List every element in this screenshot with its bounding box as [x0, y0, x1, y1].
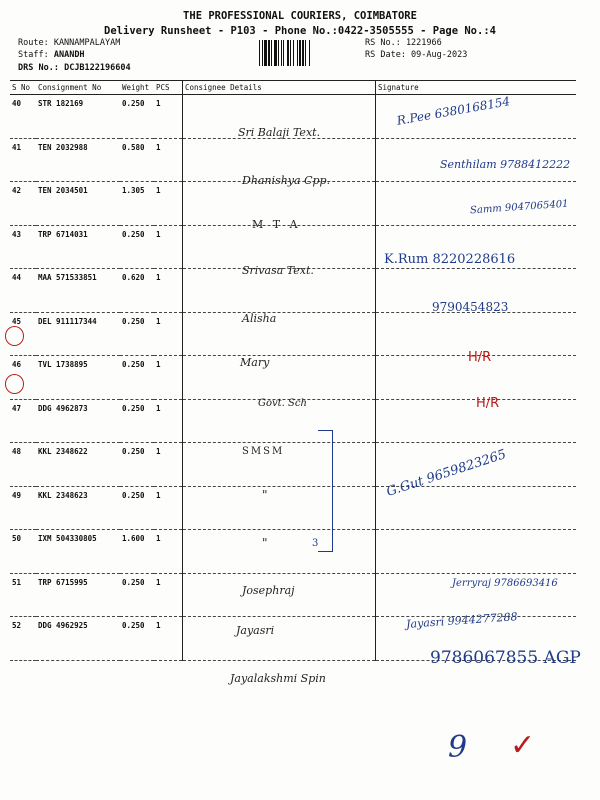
cell-weight: 0.250: [120, 399, 154, 443]
col-header-signature: Signature: [376, 81, 577, 95]
cell-consignee: [183, 312, 376, 356]
company-title: THE PROFESSIONAL COURIERS, COIMBATORE: [183, 10, 417, 22]
signature-40: R.Pee 6380168154: [395, 94, 512, 128]
table-row: [10, 486, 576, 530]
cell-sno: 44: [10, 269, 36, 313]
cell-consignment: TRP 6715995: [36, 573, 120, 617]
col-header-sno: S No: [10, 81, 36, 95]
barcode-bar: [268, 40, 270, 66]
row-group-bracket: [318, 430, 333, 552]
cell-consignee: [183, 356, 376, 400]
signature-44: 9790454823: [432, 300, 509, 314]
cell-sno: 50: [10, 530, 36, 574]
table-row: [10, 312, 576, 356]
barcode-bar: [259, 40, 260, 66]
drs-number: DCJB122196604: [64, 63, 131, 73]
cell-sno: 46: [10, 356, 36, 400]
cell-pcs: 1: [154, 312, 183, 356]
cell-sno: 43: [10, 225, 36, 269]
cell-pcs: 1: [154, 443, 183, 487]
barcode-bar: [264, 40, 267, 66]
barcode-bar: [271, 40, 272, 66]
rs-date: RS Date: 09-Aug-2023: [365, 50, 468, 60]
cell-sno: 52: [10, 617, 36, 661]
drs-line: [18, 63, 131, 73]
cell-sno: 45: [10, 312, 36, 356]
signature-51: Jayasri 9944277288: [405, 610, 518, 631]
cell-sno: 51: [10, 573, 36, 617]
cell-pcs: 1: [154, 269, 183, 313]
rs-number: RS No.: 1221966: [365, 38, 442, 48]
table-header-row: [10, 81, 576, 95]
cell-sno: 48: [10, 443, 36, 487]
cell-pcs: 1: [154, 225, 183, 269]
hw-consignee-47: SMSM: [242, 446, 285, 457]
barcode-bar: [281, 40, 282, 66]
barcode-bar: [274, 40, 277, 66]
cell-sno: 47: [10, 399, 36, 443]
signature-42: Samm 9047065401: [469, 198, 569, 217]
cell-consignment: MAA 571533851: [36, 269, 120, 313]
cell-signature: [376, 530, 577, 574]
cell-pcs: 1: [154, 399, 183, 443]
cell-consignment: KKL 2348623: [36, 486, 120, 530]
barcode-bar: [293, 40, 294, 66]
cell-consignment: TVL 1738895: [36, 356, 120, 400]
cell-consignment: DDG 4962925: [36, 617, 120, 661]
cell-weight: 1.305: [120, 182, 154, 226]
cell-consignee: [183, 617, 376, 661]
cell-consignment: DDG 4962873: [36, 399, 120, 443]
hw-consignee-43: Srivasa Text.: [242, 264, 314, 277]
cell-pcs: 1: [154, 617, 183, 661]
cell-sno: 40: [10, 95, 36, 139]
cell-consignment: STR 182169: [36, 95, 120, 139]
staff-name: ANANDH: [53, 50, 85, 60]
cell-consignee: [183, 486, 376, 530]
cell-pcs: 1: [154, 486, 183, 530]
cell-weight: 0.250: [120, 95, 154, 139]
signature-50: Jerryraj 9786693416: [452, 578, 558, 589]
signature-46: H/R: [476, 396, 500, 411]
cell-pcs: 1: [154, 573, 183, 617]
cell-sno: 41: [10, 138, 36, 182]
cell-weight: 0.250: [120, 312, 154, 356]
col-header-weight: Weight: [120, 81, 154, 95]
barcode-bar: [290, 40, 291, 66]
barcode-bar: [283, 40, 284, 66]
cell-pcs: 1: [154, 530, 183, 574]
table-row: [10, 530, 576, 574]
cell-consignee: [183, 225, 376, 269]
cell-sno: 49: [10, 486, 36, 530]
cell-consignee: [183, 530, 376, 574]
hw-consignee-51: Jayasri: [236, 624, 275, 637]
runsheet-subtitle: Delivery Runsheet - P103 - Phone No.:0422-3505555 - Page No.:4: [104, 25, 496, 37]
staff-line: [18, 50, 85, 60]
barcode-bar: [299, 40, 301, 66]
barcode-bar: [309, 40, 310, 66]
hw-consignee-44: Alisha: [242, 312, 277, 325]
cell-consignment: TEN 2032988: [36, 138, 120, 182]
cell-consignment: KKL 2348622: [36, 443, 120, 487]
delivered-count: 9: [448, 730, 468, 765]
route-label: Route: KANNAMPALAYAM: [18, 38, 121, 48]
cell-pcs: 1: [154, 182, 183, 226]
hw-consignee-49: ": [262, 536, 268, 550]
signature-48: G.Gut 9659823265: [384, 447, 509, 500]
cell-consignment: TRP 6714031: [36, 225, 120, 269]
barcode-bar: [262, 40, 263, 66]
cell-weight: 0.250: [120, 225, 154, 269]
hw-consignee-40: Sri Balaji Text.: [238, 126, 321, 139]
barcode-bar: [302, 40, 304, 66]
cell-weight: 0.250: [120, 443, 154, 487]
barcode-bar: [305, 40, 306, 66]
cell-pcs: 1: [154, 356, 183, 400]
barcode-bar: [297, 40, 298, 66]
signature-45: H/R: [468, 350, 492, 365]
barcode: [258, 40, 360, 66]
cell-weight: 1.600: [120, 530, 154, 574]
cell-weight: 0.250: [120, 356, 154, 400]
cell-consignment: TEN 2034501: [36, 182, 120, 226]
cell-weight: 0.580: [120, 138, 154, 182]
signature-41: Senthilam 9788412222: [440, 158, 571, 171]
col-header-consignee: Consignee Details: [183, 81, 376, 95]
hw-consignee-48: ": [262, 488, 268, 502]
hw-consignee-45: Mary: [240, 356, 270, 369]
col-header-pcs: PCS: [154, 81, 183, 95]
staff-label: Staff:: [18, 50, 49, 60]
hw-consignee-41: Dhanishya Cpp.: [242, 174, 331, 187]
bracket-count: 3: [312, 538, 319, 549]
cell-weight: 0.620: [120, 269, 154, 313]
hw-consignee-42: M T A: [252, 218, 301, 231]
hw-consignee-52: Jayalakshmi Spin: [230, 672, 326, 685]
cell-weight: 0.250: [120, 486, 154, 530]
signature-43: K.Rum 8220228616: [384, 252, 516, 267]
cell-weight: 0.250: [120, 573, 154, 617]
hw-consignee-50: Josephraj: [242, 584, 295, 597]
barcode-bar: [287, 40, 289, 66]
cell-pcs: 1: [154, 138, 183, 182]
col-header-consignment: Consignment No: [36, 81, 120, 95]
cell-consignment: DEL 911117344: [36, 312, 120, 356]
hw-consignee-46: Govt. Sch: [258, 398, 307, 409]
barcode-bar: [278, 40, 279, 66]
cell-pcs: 1: [154, 95, 183, 139]
cell-consignment: IXM 504330805: [36, 530, 120, 574]
drs-label: DRS No.:: [18, 63, 59, 73]
cell-weight: 0.250: [120, 617, 154, 661]
signature-52: 9786067855 AGP: [430, 648, 581, 668]
sno-circle-45: [5, 326, 24, 346]
cell-signature: [376, 312, 577, 356]
check-mark: ✓: [510, 728, 536, 763]
sno-circle-46: [5, 374, 24, 394]
cell-sno: 42: [10, 182, 36, 226]
